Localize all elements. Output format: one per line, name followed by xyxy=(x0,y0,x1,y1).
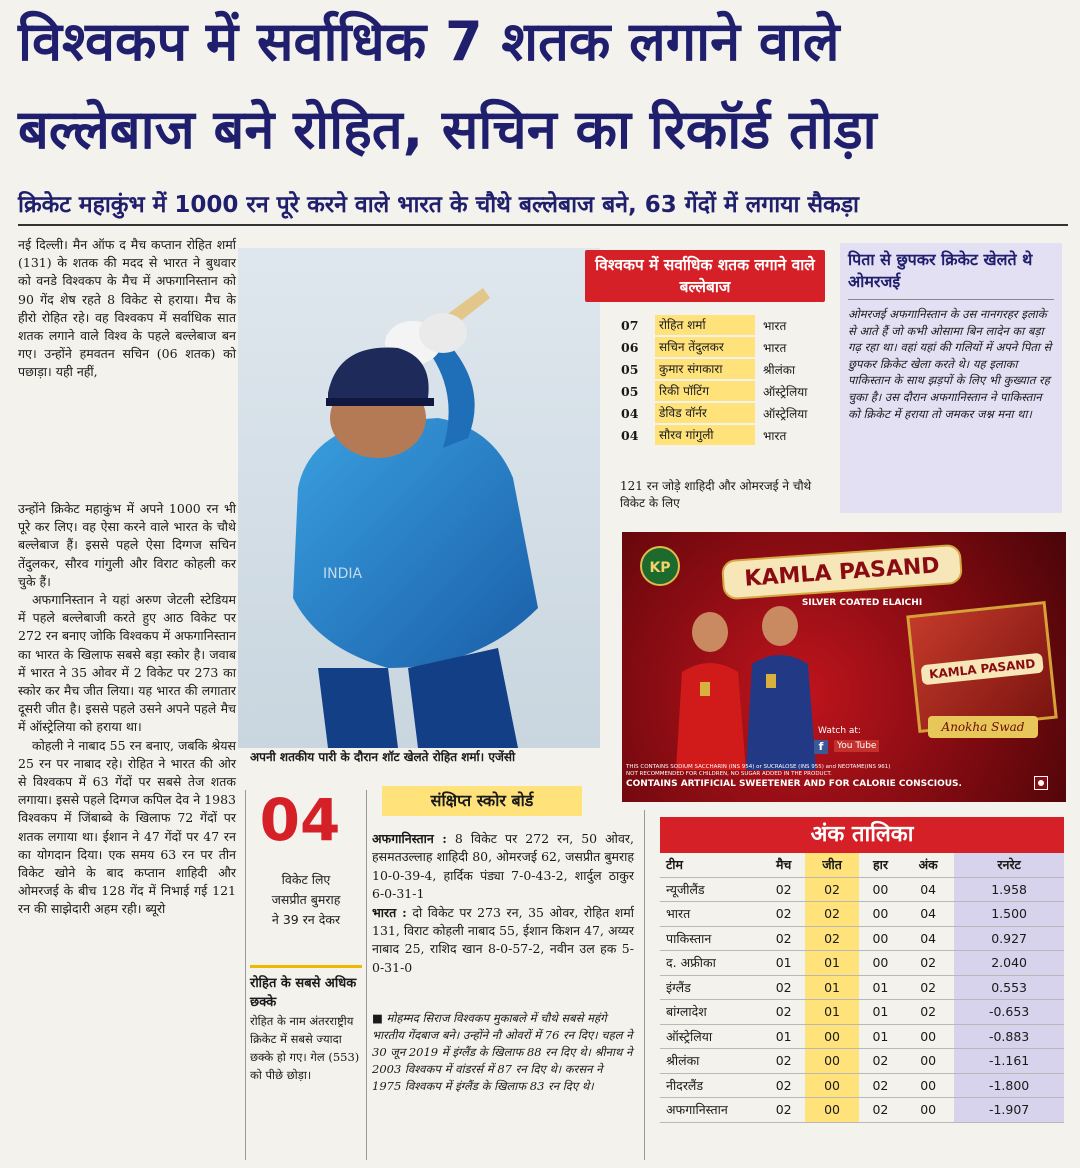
team-cell: बांग्लादेश xyxy=(660,1000,762,1025)
lost-cell: 00 xyxy=(859,926,902,951)
team-cell: इंग्लैंड xyxy=(660,975,762,1000)
matches-cell: 02 xyxy=(762,877,805,902)
record-player: डेविड वॉर्नर xyxy=(655,403,755,423)
won-cell: 00 xyxy=(805,1098,858,1123)
sidebox-body: ओमरजई अफगानिस्तान के उस नानगरहर इलाके से आते हैं जो कभी ओसामा बिन लादेन का बड़ा गढ़ रहा था। वहां यहां की गलियों में अपने पिता से छुपकर क्रिकेट खेला करते थे। यह इलाका पाकिस्तान के साथ झड़पों के लिए भी कुख्यात रह चुका है। उस दौरान अफगानिस्तान ने पाकिस्तान को क्रिकेट में हराया तो जमकर जश्न मना था। xyxy=(848,307,1052,421)
points-cell: 04 xyxy=(902,877,954,902)
record-count: 06 xyxy=(621,339,639,355)
partnership-note: 121 रन जोड़े शाहिदी और ओमरजई ने चौथे विकेट के लिए xyxy=(620,479,812,510)
record-row xyxy=(585,424,825,446)
points-cell: 02 xyxy=(902,1000,954,1025)
svg-text:INDIA: INDIA xyxy=(323,566,363,582)
table-row xyxy=(660,975,1064,1000)
table-row xyxy=(660,1049,1064,1074)
nrr-cell: 1.958 xyxy=(954,877,1064,902)
headline xyxy=(18,8,1068,164)
ad-watch-at: Watch at: xyxy=(818,726,861,736)
table-row xyxy=(660,1000,1064,1025)
ad-fineprint-2: NOT RECOMMENDED FOR CHILDREN, NO SUGAR ADDED IN THE PRODUCT. xyxy=(626,771,832,777)
matches-cell: 02 xyxy=(762,1073,805,1098)
matches-cell: 01 xyxy=(762,951,805,976)
sidebox-title: पिता से छुपकर क्रिकेट खेलते थे ओमरजई xyxy=(848,249,1054,300)
lost-cell: 00 xyxy=(859,902,902,927)
record-country: श्रीलंका xyxy=(763,362,796,377)
matches-cell: 02 xyxy=(762,926,805,951)
bumrah-wickets-number: 04 xyxy=(259,786,341,854)
won-cell: 01 xyxy=(805,951,858,976)
record-count: 04 xyxy=(621,405,639,421)
afghanistan-label: अफगानिस्तान : xyxy=(372,831,447,846)
record-count: 07 xyxy=(621,317,639,333)
points-cell: 00 xyxy=(902,1073,954,1098)
table-row xyxy=(660,951,1064,976)
record-row xyxy=(585,402,825,424)
ad-fineprint-1: THIS CONTAINS SODIUM SACCHARIN (INS 954) or SUCRALOSE (INS 955) and NEOTAME(INS 961) xyxy=(626,764,891,770)
table-row xyxy=(660,902,1064,927)
record-count: 04 xyxy=(621,427,639,443)
scoreboard-body xyxy=(372,830,634,977)
ad-fineprint xyxy=(626,764,1026,790)
record-player: रोहित शर्मा xyxy=(655,315,755,335)
nrr-cell: 0.553 xyxy=(954,975,1064,1000)
ad-pack-label: KAMLA PASAND xyxy=(920,653,1043,686)
bumrah-line-2: जसप्रीत बुमराह xyxy=(271,892,341,907)
headline-line-2: बल्लेबाज बने रोहित, सचिन का रिकॉर्ड तोड़ा xyxy=(18,98,877,161)
nrr-cell: -1.800 xyxy=(954,1073,1064,1098)
record-country: भारत xyxy=(763,340,787,355)
matches-cell: 02 xyxy=(762,1049,805,1074)
won-cell: 00 xyxy=(805,1049,858,1074)
points-cell: 00 xyxy=(902,1049,954,1074)
header-won: जीत xyxy=(805,853,858,877)
matches-cell: 02 xyxy=(762,1000,805,1025)
photo-caption: अपनी शतकीय पारी के दौरान शॉट खेलते रोहित शर्मा। एजेंसी xyxy=(250,750,516,764)
team-cell: ऑस्ट्रेलिया xyxy=(660,1024,762,1049)
record-country: ऑस्ट्रेलिया xyxy=(763,384,808,399)
sixes-body: रोहित के नाम अंतरराष्ट्रीय क्रिकेट में सबसे ज्यादा छक्के हो गए। गेल (553) को पीछे छोड़ा। xyxy=(250,1014,360,1082)
bumrah-wickets-text xyxy=(250,870,362,930)
rohit-photo xyxy=(238,248,600,748)
points-table xyxy=(660,817,1064,1123)
nrr-cell: 0.927 xyxy=(954,926,1064,951)
ad-subtitle: SILVER COATED ELAICHI xyxy=(801,598,923,608)
ad-logo: KP xyxy=(640,546,680,586)
points-cell: 04 xyxy=(902,926,954,951)
header-points: अंक xyxy=(902,853,954,877)
points-header-row xyxy=(660,853,1064,877)
matches-cell: 02 xyxy=(762,975,805,1000)
record-count: 05 xyxy=(621,361,639,377)
record-row xyxy=(585,314,825,336)
record-row xyxy=(585,358,825,380)
story-paragraph-1: नई दिल्ली। मैन ऑफ द मैच कप्तान रोहित शर्मा (131) के शतक की मदद से भारत ने बुधवार को वनडे विश्वकप के मैच में अफगानिस्तान को 90 गेंद शेष रहते 8 विकेट से हराया। मैच के हीरो रोहित रहे। वह विश्वकप में सर्वाधिक सात शतक लगाने वाले विश्व के पहले बल्लेबाज बन गए। उन्होंने हमवतन सचिन (06 शतक) को पछाड़ा। यही नहीं, xyxy=(18,237,236,380)
record-country: ऑस्ट्रेलिया xyxy=(763,406,808,421)
table-row xyxy=(660,877,1064,902)
team-cell: द. अफ्रीका xyxy=(660,951,762,976)
header-net-run-rate: रनरेट xyxy=(954,853,1064,877)
points-cell: 02 xyxy=(902,951,954,976)
lost-cell: 00 xyxy=(859,877,902,902)
table-row xyxy=(660,1098,1064,1123)
ad-fineprint-3: CONTAINS ARTIFICIAL SWEETENER AND FOR CALORIE CONSCIOUS. xyxy=(626,779,962,789)
record-country: भारत xyxy=(763,428,787,443)
ad-pack xyxy=(906,601,1058,733)
points-table-grid xyxy=(660,853,1064,1123)
lost-cell: 02 xyxy=(859,1049,902,1074)
won-cell: 00 xyxy=(805,1024,858,1049)
ad-tagline: Anokha Swad xyxy=(928,716,1038,738)
india-label: भारत : xyxy=(372,904,407,920)
india-score: दो विकेट पर 273 रन, 35 ओवर, रोहित शर्मा 131, विराट कोहली नाबाद 55, ईशान किशन 47, अय्यर नाबाद 25, राशिद खान 8-0-57-2, नवीन उल हक 5-0-31-0 xyxy=(372,904,634,975)
story-paragraph-2: अफगानिस्तान ने यहां अरुण जेटली स्टेडियम में पहले बल्लेबाजी करते हुए आठ विकेट पर 272 रन बनाए जोकि विश्वकप में अफगानिस्तान का भारत के खिलाफ सबसे बड़ा स्कोर है। जवाब में भारत ने 35 ओवर में 2 विकेट पर 273 का स्कोर कर मैच जीत लिया। यह भारत की लगातार दूसरी जीत है। इससे पहले उसने अपने पहले मैच में ऑस्ट्रेलिया को हराया था। xyxy=(18,592,236,735)
story-paragraph-1b: उन्होंने क्रिकेट महाकुंभ में अपने 1000 रन भी पूरे कर लिए। वह ऐसा करने वाले भारत के चौथे बल्लेबाज हैं। इससे पहले ऐसा दिग्गज सचिन तेंदुलकर, सौरव गांगुली और विराट कोहली कर चुके हैं। xyxy=(18,501,236,589)
won-cell: 00 xyxy=(805,1073,858,1098)
record-row xyxy=(585,336,825,358)
table-row xyxy=(660,1024,1064,1049)
team-cell: भारत xyxy=(660,902,762,927)
nrr-cell: -0.653 xyxy=(954,1000,1064,1025)
nrr-cell: -1.161 xyxy=(954,1049,1064,1074)
points-cell: 04 xyxy=(902,902,954,927)
scoreboard-india xyxy=(372,904,634,978)
points-cell: 02 xyxy=(902,975,954,1000)
table-row xyxy=(660,926,1064,951)
subheadline: क्रिकेट महाकुंभ में 1000 रन पूरे करने वाले भारत के चौथे बल्लेबाज बने, 63 गेंदों में लगाया सैकड़ा xyxy=(18,190,1068,226)
lost-cell: 01 xyxy=(859,1000,902,1025)
won-cell: 02 xyxy=(805,877,858,902)
nrr-cell: 1.500 xyxy=(954,902,1064,927)
kamla-pasand-ad[interactable] xyxy=(622,532,1066,802)
record-country: भारत xyxy=(763,318,787,333)
matches-cell: 01 xyxy=(762,1024,805,1049)
batsman-illustration xyxy=(238,248,600,748)
header-team: टीम xyxy=(660,853,762,877)
won-cell: 01 xyxy=(805,975,858,1000)
record-player: सौरव गांगुली xyxy=(655,425,755,445)
team-cell: पाकिस्तान xyxy=(660,926,762,951)
team-cell: श्रीलंका xyxy=(660,1049,762,1074)
record-count: 05 xyxy=(621,383,639,399)
youtube-label[interactable]: You Tube xyxy=(834,740,879,752)
record-player: सचिन तेंदुलकर xyxy=(655,337,755,357)
lost-cell: 02 xyxy=(859,1098,902,1123)
veg-mark-icon xyxy=(1034,776,1048,790)
headline-line-1: विश्वकप में सर्वाधिक 7 शतक लगाने वाले xyxy=(18,10,840,73)
record-player: कुमार संगकारा xyxy=(655,359,755,379)
points-cell: 00 xyxy=(902,1024,954,1049)
header-matches: मैच xyxy=(762,853,805,877)
team-cell: अफगानिस्तान xyxy=(660,1098,762,1123)
won-cell: 02 xyxy=(805,926,858,951)
won-cell: 01 xyxy=(805,1000,858,1025)
lost-cell: 02 xyxy=(859,1073,902,1098)
lost-cell: 01 xyxy=(859,1024,902,1049)
won-cell: 02 xyxy=(805,902,858,927)
bumrah-line-1: विकेट लिए xyxy=(281,872,331,887)
team-cell: न्यूजीलैंड xyxy=(660,877,762,902)
header-lost: हार xyxy=(859,853,902,877)
nrr-cell: -0.883 xyxy=(954,1024,1064,1049)
scoreboard-afghanistan xyxy=(372,830,634,904)
matches-cell: 02 xyxy=(762,1098,805,1123)
centuries-record-title: विश्वकप में सर्वाधिक शतक लगाने वाले बल्लेबाज xyxy=(585,250,825,302)
nrr-cell: -1.907 xyxy=(954,1098,1064,1123)
matches-cell: 02 xyxy=(762,902,805,927)
story-column-cont xyxy=(18,500,236,919)
siraj-note: ■ मोहम्मद सिराज विश्वकप मुकाबले में चौथे सबसे महंगे भारतीय गेंदबाज बने। उन्होंने नौ ओवरों में 76 रन दिए। चहल ने 30 जून 2019 में इंग्लैंड के खिलाफ 88 रन दिए थे। श्रीनाथ ने 2003 विश्वकप में वांडरर्स में 87 रन दिए थे। करसन ने 1975 विश्वकप में इंग्लैंड के खिलाफ 83 रन दिए थे। xyxy=(372,1011,633,1093)
story-paragraph-3: कोहली ने नाबाद 55 रन बनाए, जबकि श्रेयस 25 रन पर नाबाद रहे। रोहित ने भारत की ओर से विश्वकप में 63 गेंदों पर सबसे तेज शतक लगाया। इससे पहले दिग्गज कपिल देव ने 1983 विश्वकप में जिंबाब्वे के खिलाफ 72 गेंदों पर शतक लगाया था। ईशान ने 47 गेंदों पर 47 रन का योगदान दिया। एक समय 63 रन पर तीन विकेट खोने के बाद कप्तान शाहिदी और ओमरजई के बीच 128 गेंद में निभाई गई 121 रन की साझेदारी अहम रही। ब्यूरो xyxy=(18,737,236,917)
team-cell: नीदरलैंड xyxy=(660,1073,762,1098)
record-player: रिकी पॉटिंग xyxy=(655,381,755,401)
column-divider xyxy=(644,810,645,1160)
points-cell: 00 xyxy=(902,1098,954,1123)
lost-cell: 00 xyxy=(859,951,902,976)
ad-brand: KAMLA PASAND xyxy=(721,544,963,601)
afghanistan-score: 8 विकेट पर 272 रन, 50 ओवर, हसमतउल्लाह शाहिदी 80, ओमरजई 62, जसप्रीत बुमराह 10-0-39-4, हार्दिक पंड्या 7-0-43-2, शार्दुल ठाकुर 6-0-31-1 xyxy=(372,831,634,902)
nrr-cell: 2.040 xyxy=(954,951,1064,976)
column-divider xyxy=(366,790,367,1160)
bumrah-line-3: ने 39 रन देकर xyxy=(271,912,341,927)
scoreboard-title: संक्षिप्त स्कोर बोर्ड xyxy=(382,786,582,816)
sixes-title: रोहित के सबसे अधिक छक्के xyxy=(250,965,362,1012)
omarzai-sidebox xyxy=(840,243,1062,513)
lost-cell: 01 xyxy=(859,975,902,1000)
table-row xyxy=(660,1073,1064,1098)
facebook-icon[interactable]: f xyxy=(814,740,828,754)
record-row xyxy=(585,380,825,402)
column-divider xyxy=(245,790,246,1160)
points-table-title: अंक तालिका xyxy=(660,817,1064,853)
centuries-record-table xyxy=(585,314,825,446)
story-column xyxy=(18,236,236,382)
